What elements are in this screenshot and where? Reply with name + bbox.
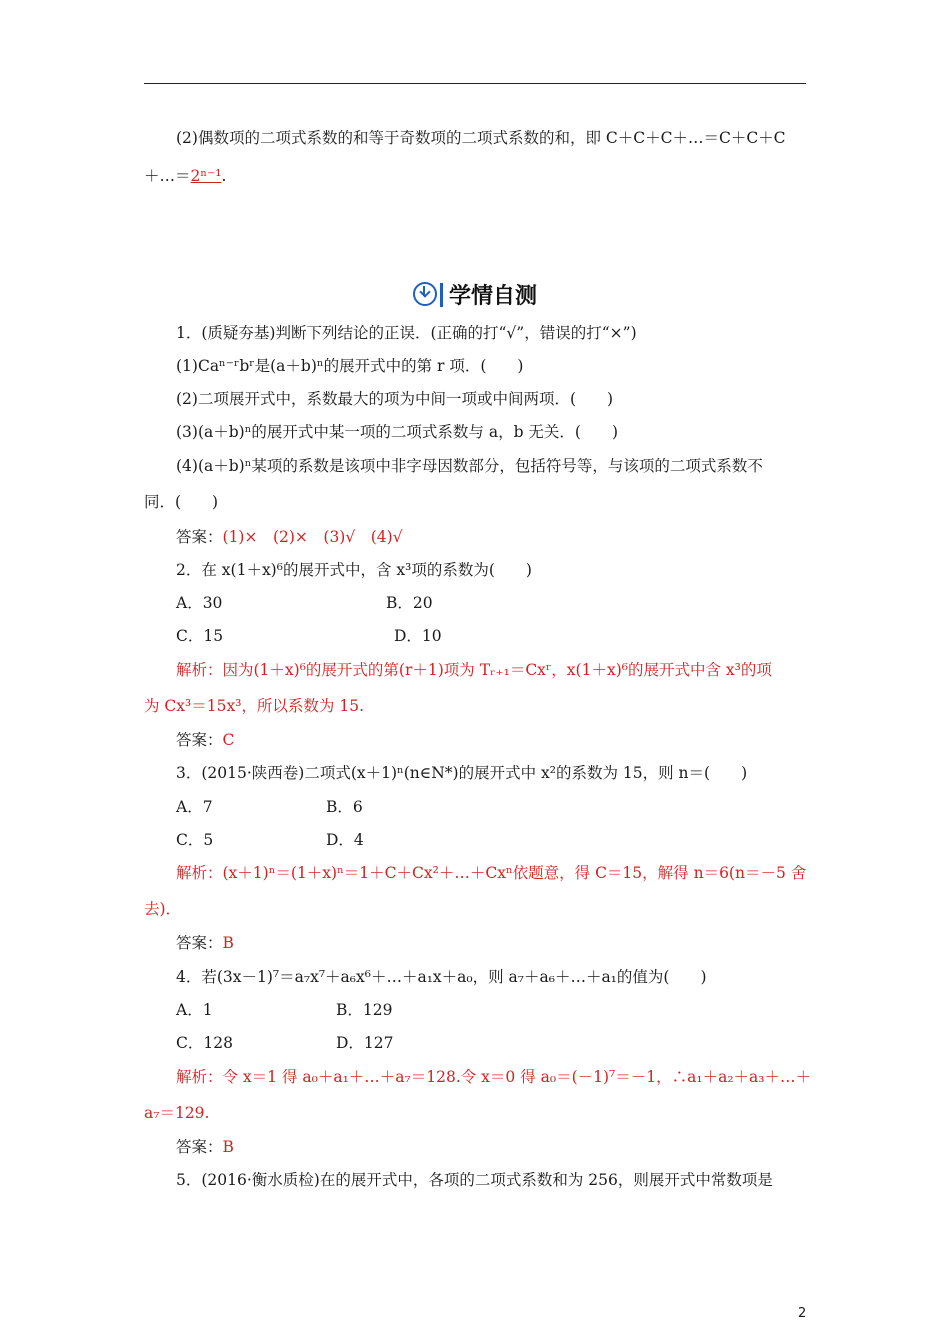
- q2-analysis-line-1: 解析：因为(1＋x)⁶的展开式的第(r＋1)项为 Tᵣ₊₁＝Cxʳ，x(1＋x)⁶的展开式中含 x³的项: [176, 661, 772, 679]
- q4-answer-value: B: [222, 1138, 234, 1156]
- header-rule: [144, 83, 806, 84]
- q2-answer-value: C: [222, 731, 235, 749]
- intro-fill-answer: 2ⁿ⁻¹: [190, 167, 222, 185]
- q3-answer-value: B: [222, 934, 234, 952]
- intro-line-2-prefix: ＋…＝: [144, 167, 191, 185]
- q2-answer: [176, 730, 234, 750]
- q4-answer-label: 答案：: [176, 1138, 223, 1156]
- heading-divider: [440, 283, 443, 307]
- q3-analysis-line-2: 去)．: [144, 900, 182, 918]
- q4-answer: [176, 1137, 234, 1157]
- q2-answer-label: 答案：: [176, 731, 223, 749]
- intro-line-2-suffix: .: [221, 167, 227, 185]
- q4-stem: 4．若(3x－1)⁷＝a₇x⁷＋a₆x⁶＋…＋a₁x＋a₀，则 a₇＋a₆＋…＋a₁的值为( ): [176, 968, 707, 986]
- q3-option-b: B．6: [326, 798, 363, 816]
- q4-option-a: A．1: [176, 1001, 213, 1019]
- q2-option-c: C．15: [176, 627, 224, 645]
- section-title: 学情自测: [448, 284, 537, 309]
- q1-answer: [176, 527, 403, 547]
- page-number: 2: [798, 1306, 807, 1321]
- q3-option-c: C．5: [176, 831, 214, 849]
- q4-option-d: D．127: [336, 1034, 394, 1052]
- q4-option-c: C．128: [176, 1034, 233, 1052]
- q1-stem: 1．(质疑夯基)判断下列结论的正误．(正确的打“√”，错误的打“×”): [176, 324, 637, 342]
- q3-option-d: D．4: [326, 831, 364, 849]
- q3-stem: 3．(2015·陕西卷)二项式(x＋1)ⁿ(n∈N*)的展开式中 x²的系数为 15，则 n＝( ): [176, 764, 748, 782]
- q3-analysis-line-1: 解析：(x＋1)ⁿ＝(1＋x)ⁿ＝1＋C＋Cx²＋…＋Cxⁿ依题意，得 C＝15，解得 n＝6(n＝－5 舍: [176, 864, 807, 882]
- q2-stem: 2．在 x(1＋x)⁶的展开式中，含 x³项的系数为( ): [176, 561, 532, 579]
- q2-analysis-line-2: 为 Cx³＝15x³，所以系数为 15.: [144, 697, 364, 715]
- section-heading: [0, 282, 950, 312]
- q1-statement-3: (3)(a＋b)ⁿ的展开式中某一项的二项式系数与 a，b 无关．( ): [176, 423, 619, 441]
- q4-analysis-line-2: a₇＝129.: [144, 1104, 210, 1122]
- q1-answer-label: 答案：: [176, 528, 223, 546]
- q1-statement-4: (4)(a＋b)ⁿ某项的系数是该项中非字母因数部分，包括符号等，与该项的二项式系数不: [176, 457, 763, 475]
- q4-analysis-line-1: 解析：令 x＝1 得 a₀＋a₁＋…＋a₇＝128.令 x＝0 得 a₀＝(－1)⁷＝－1，∴a₁＋a₂＋a₃＋…＋: [176, 1068, 811, 1086]
- q5-stem: 5．(2016·衡水质检)在的展开式中，各项的二项式系数和为 256，则展开式中常数项是: [176, 1171, 773, 1189]
- q3-option-a: A．7: [176, 798, 213, 816]
- q1-statement-1: (1)Caⁿ⁻ʳbʳ是(a＋b)ⁿ的展开式中的第 r 项．( ): [176, 357, 524, 375]
- intro-line-1: (2)偶数项的二项式系数的和等于奇数项的二项式系数的和，即 C＋C＋C＋…＝C＋C＋C: [176, 129, 786, 147]
- q2-option-b: B．20: [386, 594, 433, 612]
- q1-answer-value: (1)× (2)× (3)√ (4)√: [222, 528, 403, 546]
- q2-option-d: D．10: [394, 627, 442, 645]
- q2-option-a: A．30: [176, 594, 223, 612]
- q3-answer: [176, 933, 234, 953]
- intro-line-2: [144, 166, 226, 186]
- q1-statement-2: (2)二项展开式中，系数最大的项为中间一项或中间两项．( ): [176, 390, 614, 408]
- down-arrow-circle-icon: [413, 282, 437, 306]
- q1-statement-4-cont: 同．( ): [144, 493, 219, 511]
- q3-answer-label: 答案：: [176, 934, 223, 952]
- q4-option-b: B．129: [336, 1001, 393, 1019]
